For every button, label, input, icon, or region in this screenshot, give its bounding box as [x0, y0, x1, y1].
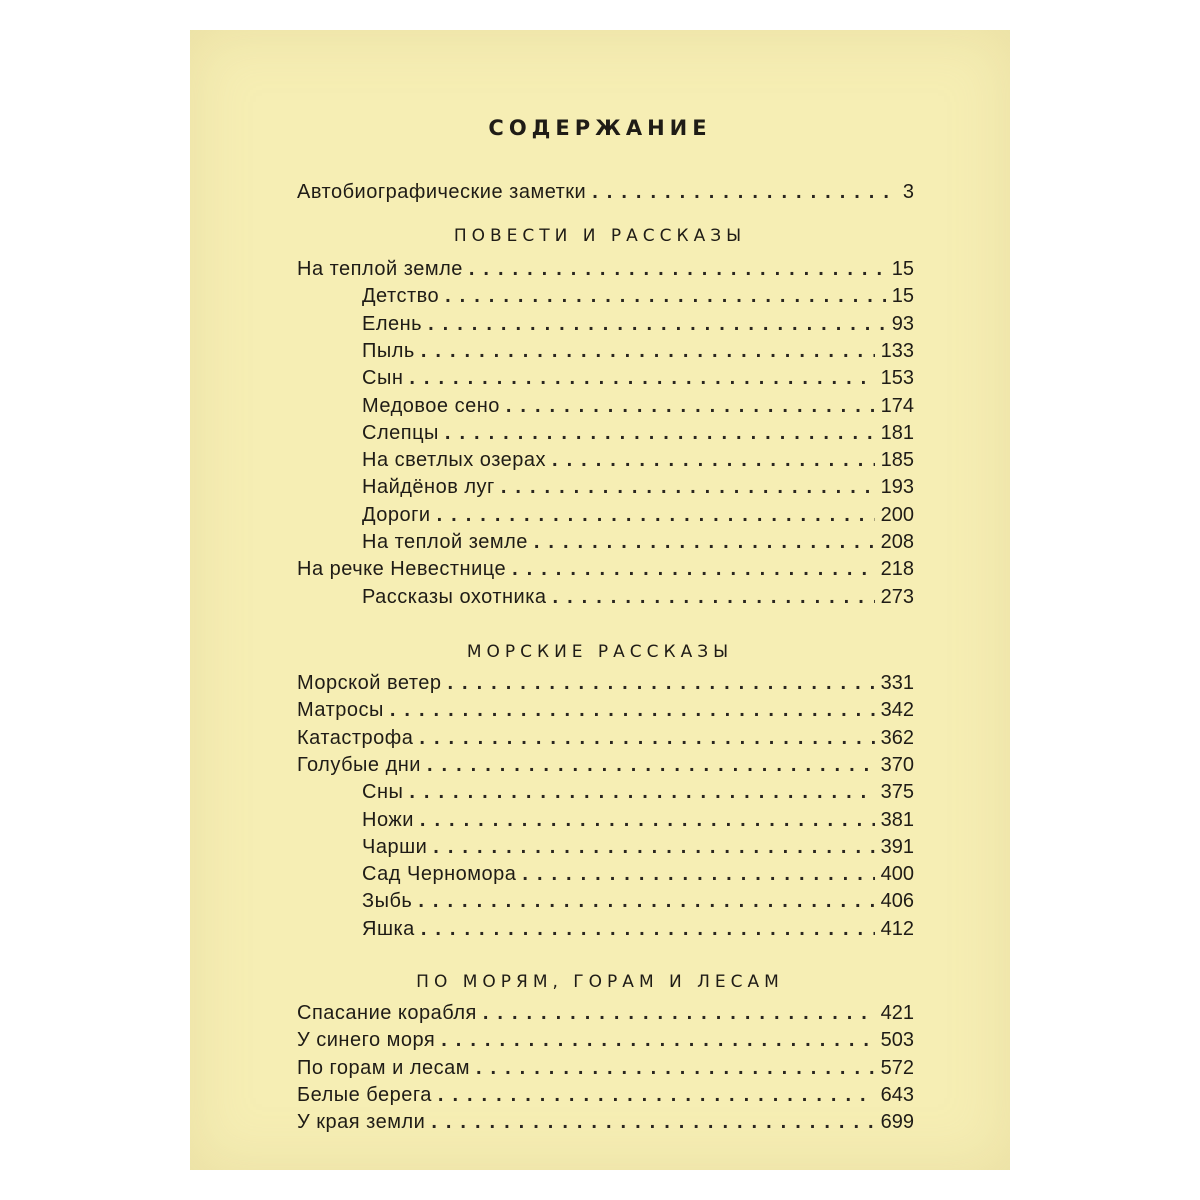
toc-entry-title: Морской ветер [297, 672, 442, 694]
toc-entry [297, 258, 914, 281]
toc-entry-title: Спасание корабля [297, 1002, 477, 1024]
toc-entry-page: 273 [880, 585, 914, 608]
toc-entry [362, 504, 914, 527]
dot-leader [418, 890, 874, 913]
toc-entry-page: 174 [880, 394, 914, 417]
dot-leader [428, 313, 886, 336]
dot-leader [501, 476, 875, 499]
toc-entry [362, 476, 914, 499]
toc-entry-title: Матросы [297, 699, 384, 722]
dot-leader [506, 395, 875, 418]
toc-entry-page: 503 [880, 1029, 914, 1052]
toc-entry-title: Ножи [362, 808, 414, 831]
toc-entry-page: 93 [891, 312, 914, 335]
toc-entry [362, 781, 914, 804]
dot-leader [469, 258, 886, 281]
toc-entry-page: 181 [880, 421, 914, 444]
toc-entry-title: Катастрофа [297, 726, 414, 749]
dot-leader [390, 699, 875, 722]
toc-entry [362, 586, 914, 609]
toc-entry [362, 531, 914, 554]
toc-entry [362, 340, 914, 363]
dot-leader [420, 809, 875, 832]
section-heading: МОРСКИЕ РАССКАЗЫ [466, 642, 734, 662]
toc-entry-page: 572 [880, 1056, 914, 1079]
dot-leader [409, 781, 874, 804]
toc-entry [297, 558, 914, 581]
dot-leader [445, 285, 886, 308]
toc-entry [297, 754, 914, 777]
toc-entry [297, 1111, 914, 1134]
dot-leader [441, 1029, 874, 1052]
toc-entry [297, 672, 914, 695]
dot-leader [553, 586, 875, 609]
toc-entry [362, 395, 914, 418]
dot-leader [476, 1057, 875, 1080]
dot-leader [409, 367, 874, 390]
toc-entry-page: 342 [880, 699, 914, 722]
toc-entry-title: Найдёнов луг [362, 476, 495, 499]
toc-entry-page: 412 [880, 917, 914, 940]
toc-entry-page: 643 [880, 1083, 914, 1106]
toc-entry-title: Медовое сено [362, 394, 500, 417]
toc-entry [362, 863, 914, 886]
dot-leader [445, 422, 875, 445]
toc-entry-title: Сны [362, 781, 404, 804]
toc-entry-title: У синего моря [297, 1029, 436, 1052]
toc-entry-title: Зыбь [362, 890, 413, 913]
dot-leader [421, 918, 875, 941]
toc-entry [362, 918, 914, 941]
toc-entry-page: 153 [880, 367, 914, 390]
dot-leader [419, 727, 874, 750]
dot-leader [512, 558, 875, 581]
toc-entry [362, 285, 914, 308]
toc-entry-title: Чарши [362, 835, 428, 858]
toc-entry [297, 1029, 914, 1052]
toc-entry-page: 133 [880, 339, 914, 362]
toc-entry [362, 449, 914, 472]
toc-entry [362, 313, 914, 336]
toc-entry-title: Елень [362, 312, 423, 335]
toc-entry [297, 1002, 914, 1025]
dot-leader [552, 449, 875, 472]
dot-leader [433, 836, 874, 859]
dot-leader [522, 863, 874, 886]
toc-entry-page: 362 [880, 726, 914, 749]
toc-entry [297, 1084, 914, 1107]
toc-entry-title: На теплой земле [297, 258, 463, 280]
section-heading: ПОВЕСТИ И РАССКАЗЫ [453, 226, 747, 246]
toc-entry [362, 422, 914, 445]
toc-entry [297, 727, 914, 750]
dot-leader [437, 504, 875, 527]
toc-entry-page: 370 [880, 753, 914, 776]
toc-entry [297, 1057, 914, 1080]
toc-entry-title: Автобиографические заметки [297, 181, 587, 203]
dot-leader [427, 754, 875, 777]
toc-entry-page: 400 [880, 863, 914, 886]
dot-leader [534, 531, 875, 554]
toc-entry-page: 193 [880, 476, 914, 499]
toc-entry-page: 185 [880, 449, 914, 472]
toc-entry-page: 699 [880, 1111, 914, 1134]
toc-entry-page: 375 [880, 781, 914, 804]
toc-entry-title: Сад Черномора [362, 863, 517, 886]
dot-leader [448, 672, 875, 695]
toc-entry-title: Дороги [362, 503, 431, 526]
page-title: СОДЕРЖАНИЕ [488, 116, 712, 140]
toc-entry [297, 181, 914, 204]
toc-entry-title: На светлых озерах [362, 449, 547, 472]
toc-entry [362, 809, 914, 832]
section-heading: ПО МОРЯМ, ГОРАМ И ЛЕСАМ [416, 972, 784, 992]
toc-entry [362, 890, 914, 913]
book-page [190, 30, 1010, 1170]
toc-entry-page: 381 [880, 808, 914, 831]
toc-entry-title: Белые берега [297, 1083, 432, 1106]
dot-leader [431, 1111, 874, 1134]
toc-entry-title: Голубые дни [297, 753, 421, 776]
toc-entry-page: 208 [880, 531, 914, 553]
toc-entry-title: Сын [362, 367, 404, 390]
toc-entry-title: Рассказы охотника [362, 585, 547, 608]
toc-entry-page: 391 [880, 835, 914, 858]
toc-entry-page: 200 [880, 503, 914, 526]
toc-entry-title: Детство [362, 285, 440, 308]
toc-entry-page: 331 [880, 672, 914, 694]
toc-entry [362, 836, 914, 859]
dot-leader [421, 340, 875, 363]
toc-entry-page: 421 [880, 1002, 914, 1024]
toc-entry [362, 367, 914, 390]
toc-entry [297, 699, 914, 722]
dot-leader [592, 181, 897, 204]
toc-entry-page: 15 [891, 285, 914, 308]
toc-entry-title: Яшка [362, 917, 415, 940]
toc-entry-title: Пыль [362, 339, 415, 362]
dot-leader [438, 1084, 875, 1107]
toc-entry-title: На теплой земле [362, 531, 528, 553]
toc-entry-page: 218 [880, 558, 914, 581]
toc-entry-title: Слепцы [362, 421, 439, 444]
toc-entry-page: 15 [891, 258, 914, 280]
toc-entry-page: 406 [880, 890, 914, 913]
toc-entry-title: На речке Невестнице [297, 558, 507, 581]
toc-entry-title: По горам и лесам [297, 1056, 470, 1079]
toc-entry-page: 3 [902, 181, 914, 203]
dot-leader [483, 1002, 875, 1025]
toc-entry-title: У края земли [297, 1111, 426, 1134]
